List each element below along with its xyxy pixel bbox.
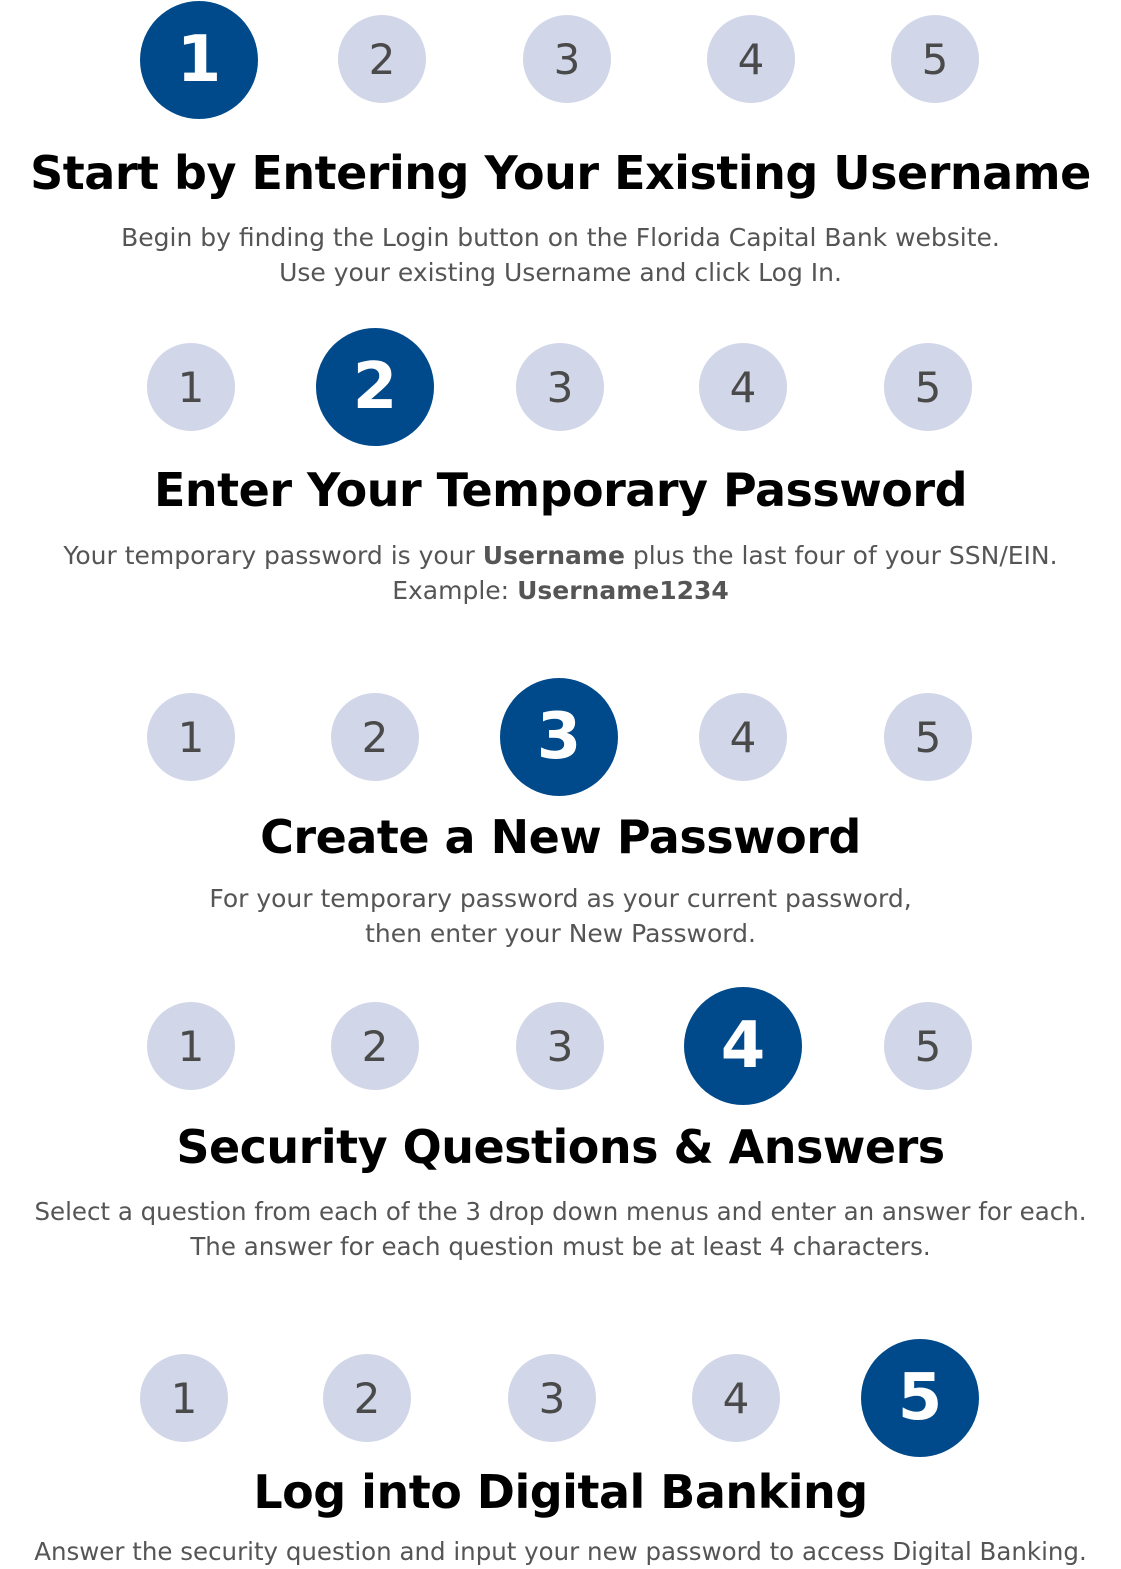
step-4-heading: Security Questions & Answers — [176, 1120, 945, 1174]
step-2-heading: Enter Your Temporary Password — [153, 463, 968, 517]
step-indicator-1: 1 — [147, 343, 235, 431]
step-3-heading: Create a New Password — [260, 810, 861, 864]
step-indicator-5: 5 — [891, 15, 979, 103]
step-indicator-1: 1 — [147, 693, 235, 781]
step-2-line-2: Example: Username1234 — [392, 576, 729, 605]
step-indicator-3: 3 — [523, 15, 611, 103]
step-5-description — [0, 1534, 1121, 1569]
step-indicator-4: 4 — [684, 987, 802, 1105]
step-4-line-1: Select a question from each of the 3 drop down menus and enter an answer for each. — [34, 1197, 1087, 1226]
step-indicator-1: 1 — [140, 1354, 228, 1442]
step-indicator-5: 5 — [884, 693, 972, 781]
example-emphasis: Username1234 — [517, 576, 729, 605]
step-indicator-1: 1 — [147, 1002, 235, 1090]
step-indicator-2: 2 — [331, 693, 419, 781]
step-5-line-1: Answer the security question and input your new password to access Digital Banking. — [34, 1537, 1087, 1566]
step-indicator-2: 2 — [338, 15, 426, 103]
step-2-line-1: Your temporary password is your Username plus the last four of your SSN/EIN. — [63, 541, 1058, 570]
step-3-line-1: For your temporary password as your current password, — [209, 884, 912, 913]
step-indicator-5: 5 — [884, 343, 972, 431]
step-indicator-1: 1 — [140, 1, 258, 119]
step-indicator-4: 4 — [699, 693, 787, 781]
step-3-line-2: then enter your New Password. — [365, 919, 756, 948]
step-indicator-2: 2 — [316, 328, 434, 446]
step-indicator-2: 2 — [331, 1002, 419, 1090]
step-indicator-3: 3 — [516, 343, 604, 431]
step-indicator-2: 2 — [323, 1354, 411, 1442]
step-indicator-4: 4 — [699, 343, 787, 431]
step-indicator-4: 4 — [692, 1354, 780, 1442]
step-indicator-3: 3 — [508, 1354, 596, 1442]
step-indicator-3: 3 — [500, 678, 618, 796]
step-indicator-3: 3 — [516, 1002, 604, 1090]
step-5-heading: Log into Digital Banking — [253, 1465, 868, 1519]
step-1-line-1: Begin by finding the Login button on the Florida Capital Bank website. — [121, 223, 1000, 252]
step-1-heading: Start by Entering Your Existing Username — [30, 146, 1091, 200]
step-1-line-2: Use your existing Username and click Log In. — [279, 258, 842, 287]
username-emphasis: Username — [482, 541, 625, 570]
step-4-line-2: The answer for each question must be at least 4 characters. — [190, 1232, 931, 1261]
step-indicator-4: 4 — [707, 15, 795, 103]
step-indicator-5: 5 — [884, 1002, 972, 1090]
step-indicator-5: 5 — [861, 1339, 979, 1457]
